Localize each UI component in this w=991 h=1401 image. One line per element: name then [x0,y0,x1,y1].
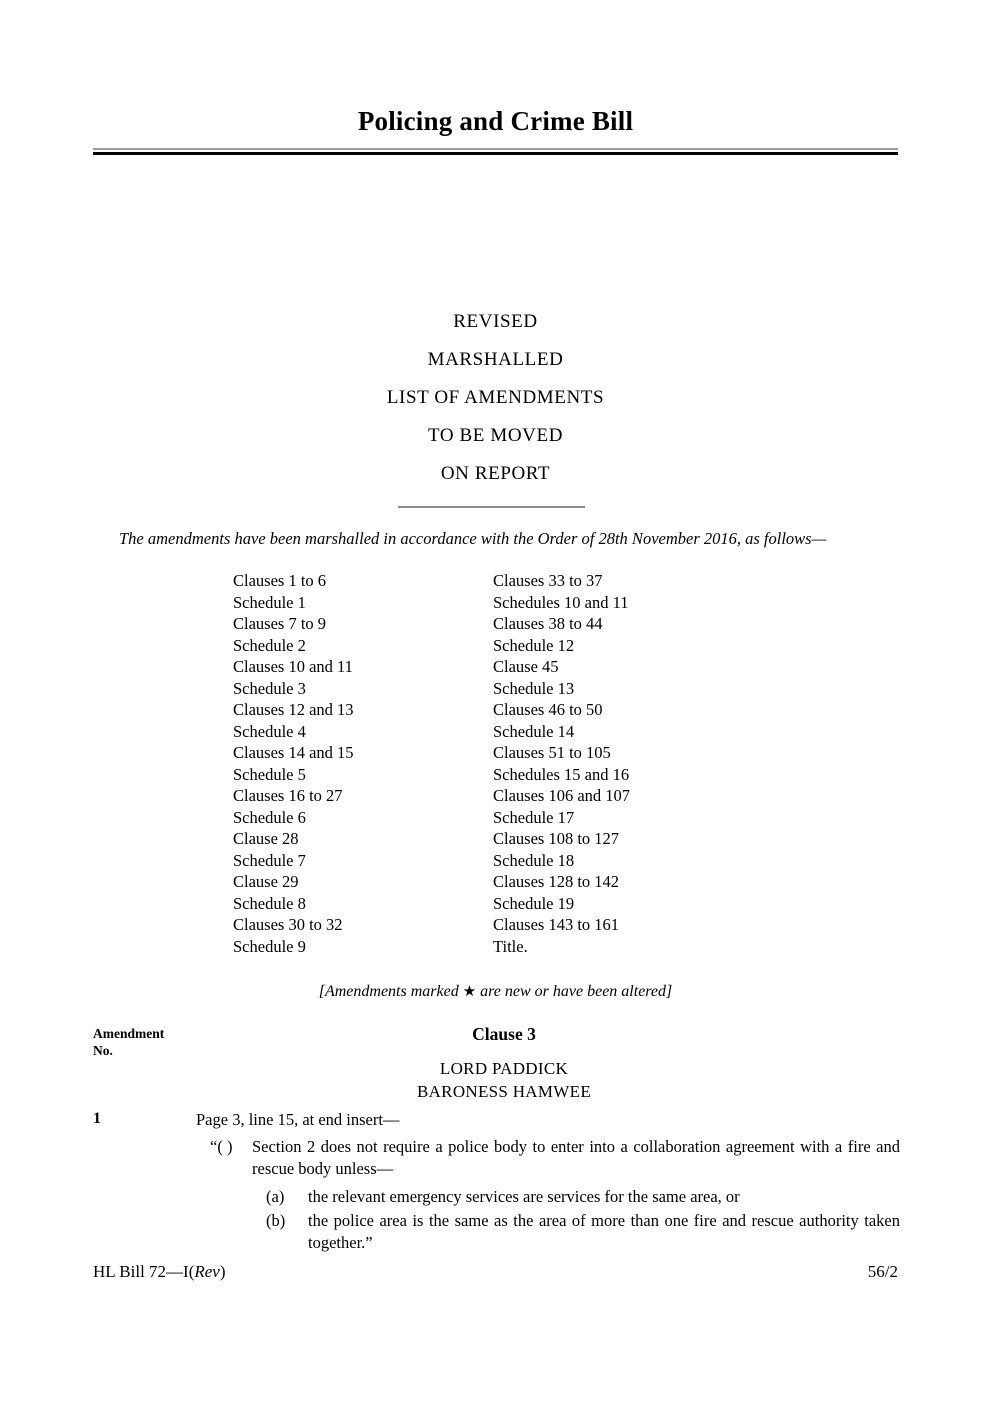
list-item: Clauses 10 and 11 [233,657,353,676]
heading-line-revised: REVISED [453,311,538,332]
title-divider-thick-rule [93,152,898,155]
sub-paragraph-a [266,1186,900,1208]
page-title: Policing and Crime Bill [357,106,634,136]
list-item: Schedule 12 [493,635,575,655]
list-item: Schedule 6 [233,807,306,827]
list-item: Clauses 33 to 37 [493,571,603,590]
list-item: Schedule 13 [493,678,575,698]
list-item: Clauses 7 to 9 [233,614,327,633]
heading-line-to-be-moved: TO BE MOVED [427,425,564,446]
sponsor-name: LORD PADDICK [439,1059,569,1078]
list-item: Clauses 12 and 13 [233,700,354,719]
sub-paragraph-text: the relevant emergency services are services for the same area, or [308,1187,740,1206]
list-item: Title. [493,936,528,956]
sponsor-name: BARONESS HAMWEE [416,1082,592,1101]
clause-heading: Clause 3 [472,1024,536,1044]
list-item: Schedule 17 [493,807,575,827]
list-item: Schedule 3 [233,678,306,698]
list-item: Schedules 15 and 16 [493,764,630,784]
list-item: Schedule 8 [233,893,306,913]
list-item: Clauses 108 to 127 [493,829,620,848]
list-item: Schedule 2 [233,635,306,655]
section-divider-rule [398,506,585,508]
marshalling-list-right-column [493,570,793,957]
amendment-quoted-text [210,1136,900,1256]
sub-paragraph-b [266,1210,900,1254]
list-item: Clauses 51 to 105 [493,743,611,762]
bill-ref-suffix: ) [219,1262,226,1281]
star-legend-note [93,982,898,1001]
heading-line-on-report: ON REPORT [440,463,551,484]
amendment-no-label [93,1025,213,1059]
list-item: Clause 29 [233,872,299,891]
list-item: Schedule 9 [233,936,306,956]
footer-bill-reference [93,1262,226,1282]
quote-marker: “( ) [210,1137,233,1156]
amendment-number: 1 [93,1110,101,1127]
list-item: Schedule 19 [493,893,575,913]
footer-page-reference: 56/2 [867,1262,898,1281]
list-item: Schedule 7 [233,850,306,870]
list-item: Clauses 46 to 50 [493,700,603,719]
quote-body: Section 2 does not require a police body to enter into a collaboration agreement with a fire and rescue body unless— [252,1137,900,1178]
list-item: Clauses 106 and 107 [493,786,631,805]
sub-paragraph-marker: (a) [266,1187,285,1206]
heading-line-marshalled: MARSHALLED [427,349,564,370]
amendment-no-label-line2: No. [93,1043,113,1058]
intro-paragraph: The amendments have been marshalled in accordance with the Order of 28th November 2016, as follows— [119,529,827,548]
list-item: Schedule 5 [233,764,306,784]
sub-paragraph-marker: (b) [266,1211,286,1230]
amendment-sub-paragraphs [210,1186,900,1254]
list-item: Clauses 143 to 161 [493,915,620,934]
title-divider [93,148,898,155]
list-item: Schedules 10 and 11 [493,592,629,612]
amendment-no-label-line1: Amendment [93,1026,165,1041]
star-note-suffix: are new or have been altered] [476,983,673,1000]
amendment-instruction: Page 3, line 15, at end insert— [196,1110,400,1129]
heading-line-list-of-amendments: LIST OF AMENDMENTS [386,387,605,408]
document-heading-stack [93,303,898,493]
list-item: Clause 28 [233,829,299,848]
list-item: Clauses 38 to 44 [493,614,603,633]
marshalling-list-left-column [233,570,493,957]
amendment-sponsors [196,1057,812,1103]
list-item: Schedule 14 [493,721,575,741]
bill-ref-prefix: HL Bill 72—I( [93,1262,195,1281]
star-icon: ★ [462,984,477,1000]
quoted-paragraph [210,1136,900,1180]
marshalling-list [233,570,793,957]
list-item: Schedule 18 [493,850,575,870]
list-item: Clauses 16 to 27 [233,786,343,805]
list-item: Clause 45 [493,657,559,676]
star-note-prefix: [Amendments marked [318,983,463,1000]
bill-ref-rev: Rev [194,1262,220,1281]
sub-paragraph-text: the police area is the same as the area of more than one fire and rescue authority taken together.” [308,1211,900,1252]
list-item: Clauses 14 and 15 [233,743,354,762]
list-item: Clauses 128 to 142 [493,872,620,891]
list-item: Schedule 4 [233,721,306,741]
list-item: Clauses 1 to 6 [233,571,327,590]
list-item: Schedule 1 [233,592,306,612]
list-item: Clauses 30 to 32 [233,915,343,934]
